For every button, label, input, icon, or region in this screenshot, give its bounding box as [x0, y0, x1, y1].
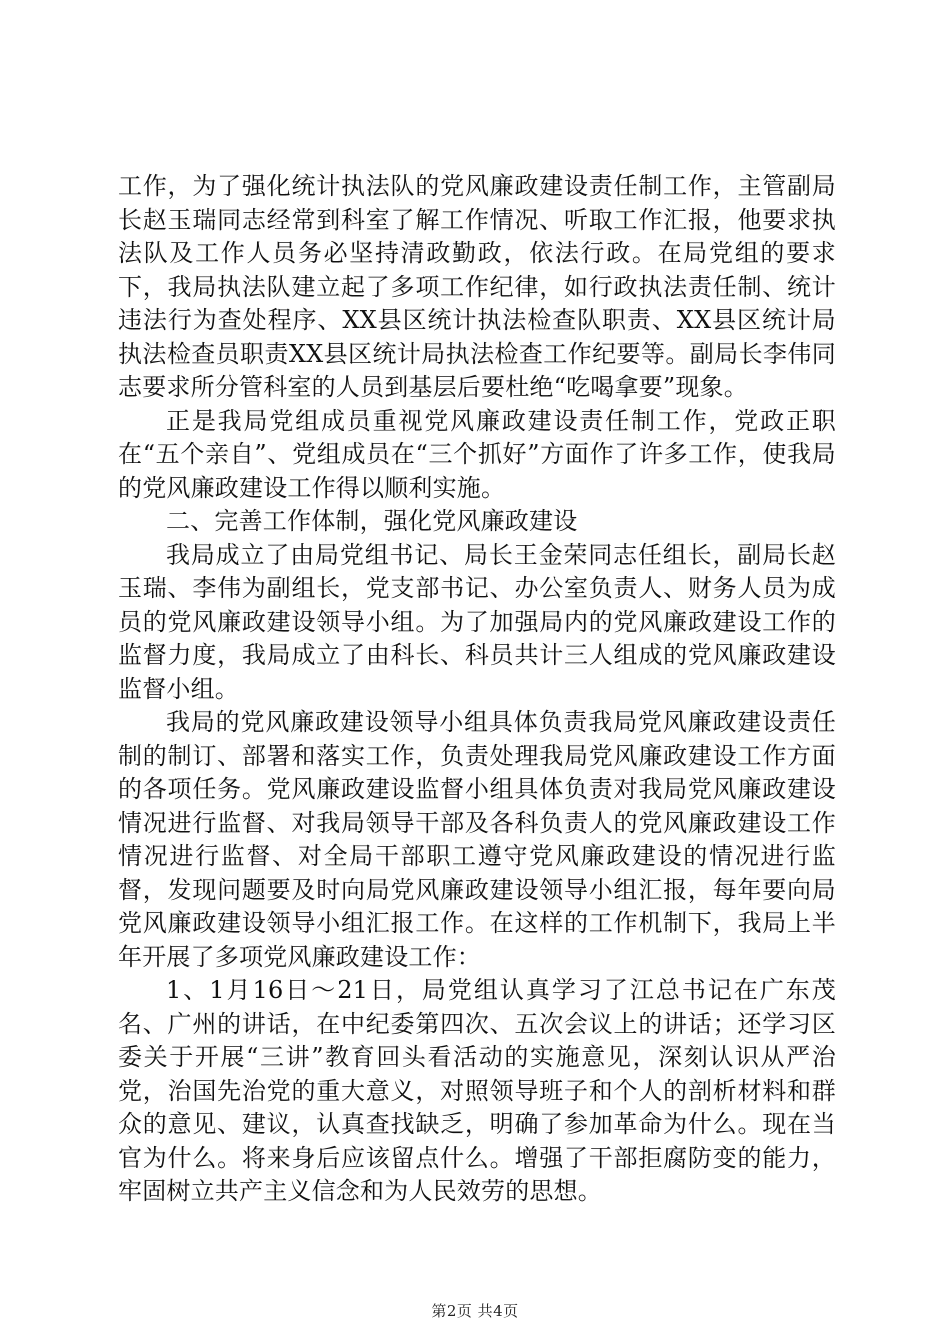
- paragraph: 我局的党风廉政建设领导小组具体负责我局党风廉政建设责任制的制订、部署和落实工作，负责处理我局党风廉政建设工作方面的各项任务。党风廉政建设监督小组具体负责对我局党风廉政建设情况进行监督、对我局领导干部及各科负责人的党风廉政建设工作情况进行监督、对全局干部职工遵守党风廉政建设的情况进行监督，发现问题要及时向局党风廉政建设领导小组汇报，每年要向局党风廉政建设领导小组汇报工作。在这样的工作机制下，我局上半年开展了多项党风廉政建设工作：: [118, 708, 836, 971]
- section-heading: 二、完善工作体制，强化党风廉政建设: [166, 507, 578, 535]
- paragraph-continuation: 工作，为了强化统计执法队的党风廉政建设责任制工作，主管副局长赵玉瑞同志经常到科室了解工作情况、听取工作汇报，他要求执法队及工作人员务必坚持清政勤政，依法行政。在局党组的要求下，我局执法队建立起了多项工作纪律，如行政执法责任制、统计违法行为查处程序、XX县区统计执法检查队职责、XX县区统计局执法检查员职责XX县区统计局执法检查工作纪要等。副局长李伟同志要求所分管科室的人员到基层后要杜绝“吃喝拿要”现象。: [118, 172, 836, 401]
- document-body: [118, 170, 836, 1209]
- paragraph: 正是我局党组成员重视党风廉政建设责任制工作，党政正职在“五个亲自”、党组成员在“三个抓好”方面作了许多工作，使我局的党风廉政建设工作得以顺利实施。: [118, 406, 836, 502]
- paragraph: 我局成立了由局党组书记、局长王金荣同志任组长，副局长赵玉瑞、李伟为副组长，党支部书记、办公室负责人、财务人员为成员的党风廉政建设领导小组。为了加强局内的党风廉政建设工作的监督力度，我局成立了由科长、科员共计三人组成的党风廉政建设监督小组。: [118, 540, 836, 703]
- page-number: 第2页 共4页: [431, 1302, 519, 1320]
- list-item-paragraph: 1、1月16日～21日，局党组认真学习了江总书记在广东茂名、广州的讲话，在中纪委第四次、五次会议上的讲话；还学习区委关于开展“三讲”教育回头看活动的实施意见，深刻认识从严治党，治国先治党的重大意义，对照领导班子和个人的剖析材料和群众的意见、建议，认真查找缺乏，明确了参加革命为什么。现在当官为什么。将来身后应该留点什么。增强了干部拒腐防变的能力，牢固树立共产主义信念和为人民效劳的思想。: [118, 976, 836, 1205]
- page-footer: [0, 1300, 950, 1321]
